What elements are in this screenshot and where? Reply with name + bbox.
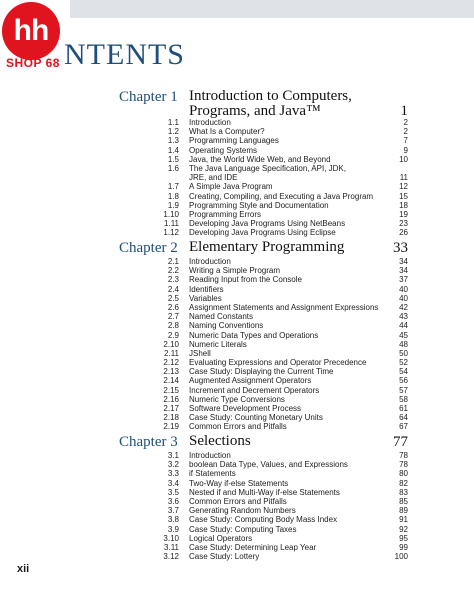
entry-page: 92 bbox=[399, 524, 408, 534]
entry-page: 56 bbox=[399, 376, 408, 386]
entry-number: 1.1 bbox=[167, 118, 179, 127]
entry-number: 3.10 bbox=[163, 533, 179, 543]
entry-page: 67 bbox=[399, 422, 408, 432]
entry-title: Introduction bbox=[189, 257, 231, 266]
toc-entry[interactable] bbox=[0, 534, 474, 543]
entry-page: 9 bbox=[403, 145, 408, 155]
entry-title: Augmented Assignment Operators bbox=[189, 376, 312, 386]
toc-entry[interactable] bbox=[0, 303, 474, 312]
entry-number: 2.8 bbox=[167, 321, 179, 331]
entry-title: Reading Input from the Console bbox=[189, 275, 302, 285]
entry-number: 2.11 bbox=[164, 348, 179, 358]
toc-entry[interactable] bbox=[0, 146, 474, 155]
chapter-label: Chapter 3 bbox=[119, 434, 178, 450]
entry-page: 45 bbox=[399, 330, 408, 340]
entry-title: Software Development Process bbox=[189, 404, 302, 413]
toc-entry[interactable] bbox=[0, 506, 474, 515]
entry-page: 48 bbox=[399, 339, 408, 349]
entry-number: 2.1 bbox=[167, 257, 179, 266]
entry-page: 99 bbox=[399, 542, 408, 552]
entry-title: Introduction bbox=[189, 451, 231, 460]
entry-page: 54 bbox=[399, 367, 408, 377]
entry-number: 2.9 bbox=[167, 330, 179, 340]
entry-number: 2.7 bbox=[167, 312, 179, 322]
entry-title: Logical Operators bbox=[189, 533, 253, 543]
entry-title: JShell bbox=[189, 348, 211, 358]
entry-number: 1.7 bbox=[167, 182, 179, 192]
entry-page: 58 bbox=[399, 394, 408, 404]
entry-page: 44 bbox=[399, 321, 408, 331]
entry-number: 1.4 bbox=[167, 145, 179, 155]
entry-number: 2.19 bbox=[163, 422, 179, 432]
entry-title: Identifiers bbox=[189, 284, 224, 294]
entry-page: 18 bbox=[399, 200, 408, 210]
entry-title: Programming Errors bbox=[189, 209, 262, 219]
entry-number: 3.1 bbox=[167, 451, 179, 460]
entry-number: 2.2 bbox=[167, 266, 179, 276]
entry-title: Increment and Decrement Operators bbox=[189, 385, 320, 395]
entry-number: 2.17 bbox=[163, 404, 179, 413]
entry-number: 1.8 bbox=[167, 191, 179, 201]
entry-page: 40 bbox=[399, 293, 408, 303]
entry-page: 80 bbox=[399, 469, 408, 479]
chapter-title: Elementary Programming bbox=[189, 239, 345, 255]
entry-number: 3.7 bbox=[167, 506, 179, 516]
entry-title: Naming Conventions bbox=[189, 321, 264, 331]
entry-title: Case Study: Lottery bbox=[189, 552, 260, 562]
logo-badge: hh bbox=[2, 2, 60, 60]
entry-title: if Statements bbox=[189, 469, 236, 479]
page-folio: xii bbox=[17, 563, 30, 575]
entry-title: Evaluating Expressions and Operator Precedence bbox=[189, 358, 367, 368]
chapter-label: Chapter 2 bbox=[119, 240, 178, 256]
entry-page: 34 bbox=[399, 257, 408, 266]
toc-entry[interactable] bbox=[0, 395, 474, 404]
entry-number: 3.3 bbox=[167, 469, 179, 479]
toc-entry[interactable] bbox=[0, 219, 474, 228]
entry-title: Numeric Type Conversions bbox=[189, 394, 285, 404]
entry-page: 61 bbox=[399, 404, 408, 413]
toc-entry[interactable] bbox=[0, 340, 474, 349]
chapter-title: Introduction to Computers, Programs, and Java™ bbox=[189, 88, 352, 119]
entry-title: Writing a Simple Program bbox=[189, 266, 280, 276]
shop-label: SHOP 68 bbox=[6, 56, 60, 70]
entry-title: Nested if and Multi-Way if-else Statements bbox=[189, 487, 340, 497]
entry-page: 57 bbox=[399, 385, 408, 395]
entry-title: Numeric Data Types and Operations bbox=[189, 330, 319, 340]
chapter-page: 77 bbox=[393, 434, 408, 450]
entry-page: 43 bbox=[399, 312, 408, 322]
entry-page: 19 bbox=[399, 209, 408, 219]
toc-entry[interactable] bbox=[0, 552, 474, 561]
entry-page: 12 bbox=[399, 182, 408, 192]
entry-title: Common Errors and Pitfalls bbox=[189, 496, 287, 506]
entry-title: Case Study: Computing Taxes bbox=[189, 524, 297, 534]
entry-title: Java, the World Wide Web, and Beyond bbox=[189, 154, 331, 164]
chapter-2-entries bbox=[0, 257, 474, 432]
entry-page: 91 bbox=[399, 515, 408, 525]
toc-entry[interactable] bbox=[0, 451, 474, 460]
entry-title: Operating Systems bbox=[189, 145, 258, 155]
toc-entry[interactable] bbox=[0, 479, 474, 488]
entry-page: 78 bbox=[399, 460, 408, 470]
toc-entry[interactable] bbox=[0, 210, 474, 219]
chapter-page: 1 bbox=[400, 103, 408, 119]
entry-number: 2.10 bbox=[163, 339, 179, 349]
toc-entry[interactable] bbox=[0, 192, 474, 201]
entry-page: 64 bbox=[399, 413, 408, 423]
entry-title: Common Errors and Pitfalls bbox=[189, 422, 287, 432]
chapter-page: 33 bbox=[393, 240, 408, 256]
entry-number: 2.6 bbox=[167, 302, 179, 312]
toc-entry[interactable] bbox=[0, 525, 474, 534]
entry-number: 1.2 bbox=[167, 127, 179, 137]
entry-number: 2.12 bbox=[163, 358, 179, 368]
entry-title: Developing Java Programs Using Eclipse bbox=[189, 228, 336, 238]
entry-page: 2 bbox=[403, 127, 408, 137]
toc-entry[interactable] bbox=[0, 515, 474, 524]
entry-number: 1.6 bbox=[167, 163, 179, 173]
toc-entry[interactable] bbox=[0, 469, 474, 478]
entry-number: 2.14 bbox=[163, 376, 179, 386]
entry-title: Two-Way if-else Statements bbox=[189, 478, 289, 488]
entry-page: 42 bbox=[399, 302, 408, 312]
entry-number: 2.16 bbox=[163, 394, 179, 404]
entry-title: Case Study: Computing Body Mass Index bbox=[189, 515, 338, 525]
entry-number: 1.9 bbox=[167, 200, 179, 210]
entry-page: 34 bbox=[399, 266, 408, 276]
entry-title: Programming Languages bbox=[189, 136, 279, 146]
toc-entry[interactable] bbox=[0, 182, 474, 191]
toc-entry[interactable] bbox=[0, 312, 474, 321]
entry-number: 3.11 bbox=[164, 542, 179, 552]
page-title: NTENTS bbox=[64, 38, 185, 71]
toc-entry[interactable] bbox=[0, 155, 474, 164]
toc-entry[interactable] bbox=[0, 386, 474, 395]
entry-page: 7 bbox=[403, 136, 408, 146]
entry-title: Numeric Literals bbox=[189, 339, 247, 349]
toc-entry[interactable] bbox=[0, 201, 474, 210]
entry-title: Generating Random Numbers bbox=[189, 506, 296, 516]
toc-entry[interactable] bbox=[0, 422, 474, 431]
entry-title: Case Study: Determining Leap Year bbox=[189, 542, 317, 552]
entry-title: A Simple Java Program bbox=[189, 182, 273, 192]
entry-title: Named Constants bbox=[189, 312, 254, 322]
entry-page: 40 bbox=[399, 284, 408, 294]
entry-number: 2.3 bbox=[167, 275, 179, 285]
entry-page: 100 bbox=[394, 552, 408, 562]
entry-number: 3.2 bbox=[167, 460, 179, 470]
entry-number: 3.4 bbox=[167, 478, 179, 488]
entry-title: Variables bbox=[189, 293, 222, 303]
entry-title: What Is a Computer? bbox=[189, 127, 265, 137]
entry-number: 3.5 bbox=[167, 487, 179, 497]
entry-title: Assignment Statements and Assignment Expressions bbox=[189, 302, 379, 312]
entry-page: 10 bbox=[399, 154, 408, 164]
entry-page: 2 bbox=[403, 118, 408, 127]
chapter-label: Chapter 1 bbox=[119, 89, 178, 105]
entry-title: Creating, Compiling, and Executing a Java Program bbox=[189, 191, 374, 201]
entry-number: 2.15 bbox=[163, 385, 179, 395]
toc-entry[interactable] bbox=[0, 285, 474, 294]
entry-number: 3.9 bbox=[167, 524, 179, 534]
entry-page: 82 bbox=[399, 478, 408, 488]
entry-page: 95 bbox=[399, 533, 408, 543]
entry-page: 85 bbox=[399, 496, 408, 506]
toc-entry[interactable] bbox=[0, 331, 474, 340]
entry-number: 3.12 bbox=[163, 552, 179, 562]
entry-title: Introduction bbox=[189, 118, 231, 127]
entry-number: 2.13 bbox=[163, 367, 179, 377]
entry-title: Case Study: Counting Monetary Units bbox=[189, 413, 323, 423]
toc-entry[interactable] bbox=[0, 349, 474, 358]
toc-entry[interactable] bbox=[0, 543, 474, 552]
entry-number: 2.5 bbox=[167, 293, 179, 303]
entry-page: 50 bbox=[399, 348, 408, 358]
toc-entry[interactable] bbox=[0, 266, 474, 275]
entry-page: 89 bbox=[399, 506, 408, 516]
entry-title: Programming Style and Documentation bbox=[189, 200, 329, 210]
entry-page: 26 bbox=[399, 228, 408, 238]
entry-page: 83 bbox=[399, 487, 408, 497]
entry-title: Case Study: Displaying the Current Time bbox=[189, 367, 334, 377]
toc-entry[interactable] bbox=[0, 358, 474, 367]
toc-entry[interactable] bbox=[0, 294, 474, 303]
toc-entry[interactable] bbox=[0, 460, 474, 469]
toc-entry[interactable] bbox=[0, 413, 474, 422]
chapter-3-entries bbox=[0, 451, 474, 561]
chapter-title: Selections bbox=[189, 433, 251, 449]
toc-entry[interactable] bbox=[0, 488, 474, 497]
entry-title: The Java Language Specification, API, JDK, JRE, and IDE bbox=[189, 163, 346, 183]
toc-entry[interactable] bbox=[0, 404, 474, 413]
top-bar bbox=[70, 0, 474, 18]
toc-entry[interactable] bbox=[0, 127, 474, 136]
toc-entry[interactable] bbox=[0, 321, 474, 330]
toc-entry[interactable] bbox=[0, 367, 474, 376]
entry-page: 15 bbox=[399, 191, 408, 201]
toc-entry[interactable] bbox=[0, 136, 474, 145]
toc-entry[interactable] bbox=[0, 164, 474, 182]
entry-number: 2.18 bbox=[163, 413, 179, 423]
entry-page: 23 bbox=[399, 219, 408, 229]
entry-number: 2.4 bbox=[167, 284, 179, 294]
entry-number: 1.11 bbox=[164, 219, 179, 229]
chapter-1-entries bbox=[0, 118, 474, 237]
entry-page: 52 bbox=[399, 358, 408, 368]
toc-entry[interactable] bbox=[0, 118, 474, 127]
entry-page: 11 bbox=[399, 173, 408, 183]
entry-number: 1.5 bbox=[167, 154, 179, 164]
entry-number: 3.6 bbox=[167, 496, 179, 506]
entry-number: 3.8 bbox=[167, 515, 179, 525]
toc-entry[interactable] bbox=[0, 497, 474, 506]
entry-title: Developing Java Programs Using NetBeans bbox=[189, 219, 346, 229]
toc-entry[interactable] bbox=[0, 376, 474, 385]
entry-number: 1.3 bbox=[167, 136, 179, 146]
entry-number: 1.12 bbox=[163, 228, 179, 238]
entry-page: 78 bbox=[399, 451, 408, 460]
entry-title: boolean Data Type, Values, and Expressions bbox=[189, 460, 348, 470]
entry-number: 1.10 bbox=[163, 209, 179, 219]
toc-entry[interactable] bbox=[0, 257, 474, 266]
entry-page: 37 bbox=[399, 275, 408, 285]
toc-entry[interactable] bbox=[0, 228, 474, 237]
toc-entry[interactable] bbox=[0, 275, 474, 284]
